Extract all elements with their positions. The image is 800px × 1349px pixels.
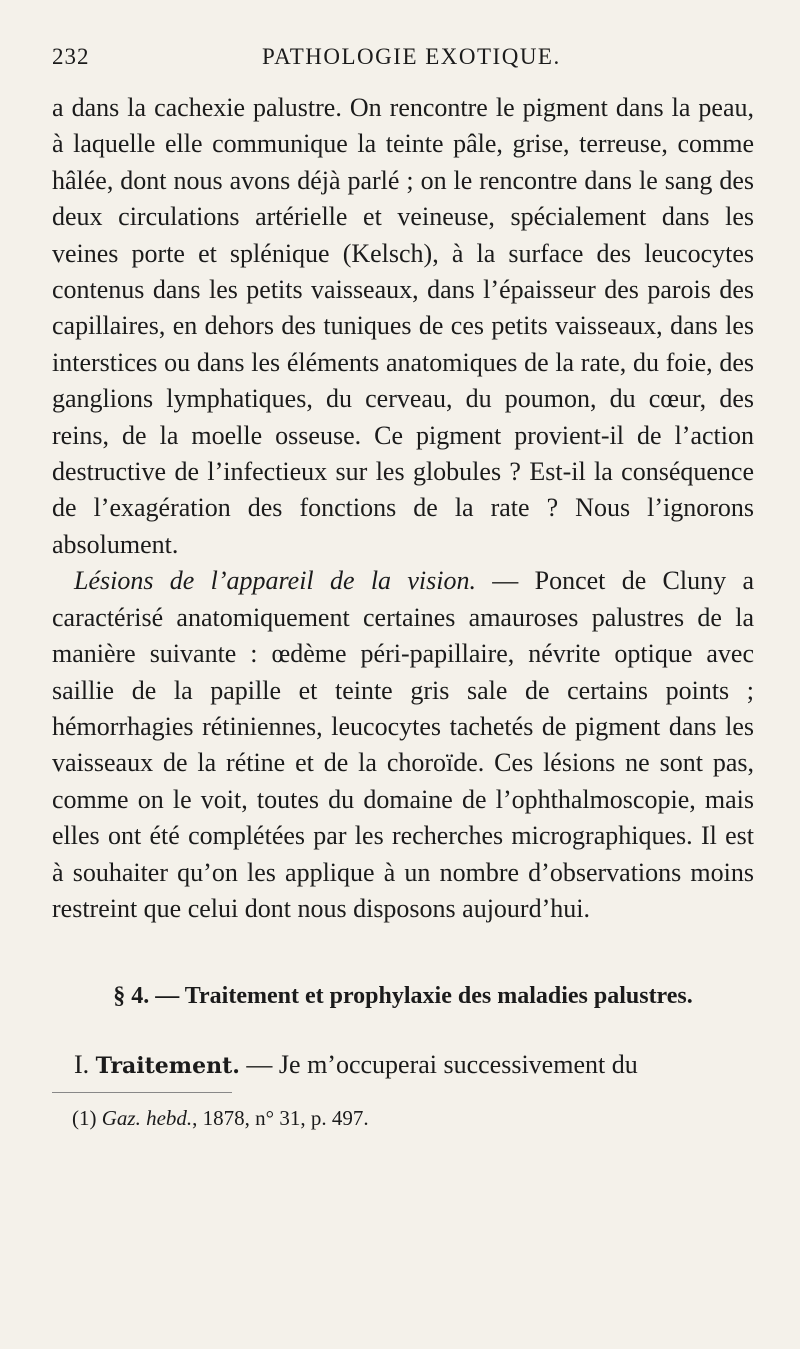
page-number: 232: [52, 44, 90, 69]
paragraph-pigment: a dans la cachexie palustre. On rencontre le pigment dans la peau, à laquelle elle communique la teinte pâle, grise, terreuse, comme hâlée, dont nous avons déjà parlé ; on le rencontre dans le sang des deux circulations artérielle et veineuse, spécialement dans les veines porte et splénique (Kelsch), à la surface des leucocytes contenus dans les petits vaisseaux, dans l’épaisseur des parois des capillaires, en dehors des tuniques de ces petits vaisseaux, dans les interstices ou dans les éléments anatomiques de la rate, du foie, des ganglions lymphatiques, du cerveau, du poumon, du cœur, des reins, de la moelle osseuse. Ce pigment provient-il de l’action destructive de l’infectieux sur les globules ? Est-il la conséquence de l’exagération des fonctions de la rate ? Nous l’ignorons absolument.: [52, 93, 754, 559]
paragraph-vision-lesions: [52, 563, 754, 927]
body-text: [52, 90, 754, 927]
running-header: [52, 40, 754, 80]
subsection-text: — Je m’occuperai successivement du: [239, 1050, 638, 1080]
footnote-divider: [52, 1092, 232, 1093]
subsection-title: Traitement.: [95, 1053, 240, 1080]
running-title: PATHOLOGIE EXOTIQUE.: [262, 44, 561, 69]
footnote-details: , 1878, n° 31, p. 497.: [192, 1106, 369, 1131]
subsection-number: I.: [74, 1050, 90, 1080]
paragraph-lead-italic: Lésions de l’appareil de la vision.: [74, 566, 476, 596]
subsection-treatment: [52, 1047, 754, 1084]
footnote: [52, 1103, 754, 1133]
paragraph-vision-text: — Poncet de Cluny a caractérisé anatomiquement certaines amauroses palustres de la manière suivante : œdème péri-papillaire, névrite optique avec saillie de la papille et teinte gris sale de certains points ; hémorrhagies rétiniennes, leucocytes tachetés de pigment dans les vaisseaux de la rétine et de la choroïde. Ces lésions ne sont pas, comme on le voit, toutes du domaine de l’ophthalmoscopie, mais elles ont été complétées par les recherches micrographiques. Il est à souhaiter qu’on les applique à un nombre d’observations moins restreint que celui dont nous disposons aujourd’hui.: [52, 566, 754, 923]
footnote-marker: (1): [72, 1106, 97, 1131]
section-heading: § 4. — Traitement et prophylaxie des maladies palustres.: [113, 983, 693, 1010]
footnote-source: Gaz. hebd.: [101, 1106, 193, 1131]
